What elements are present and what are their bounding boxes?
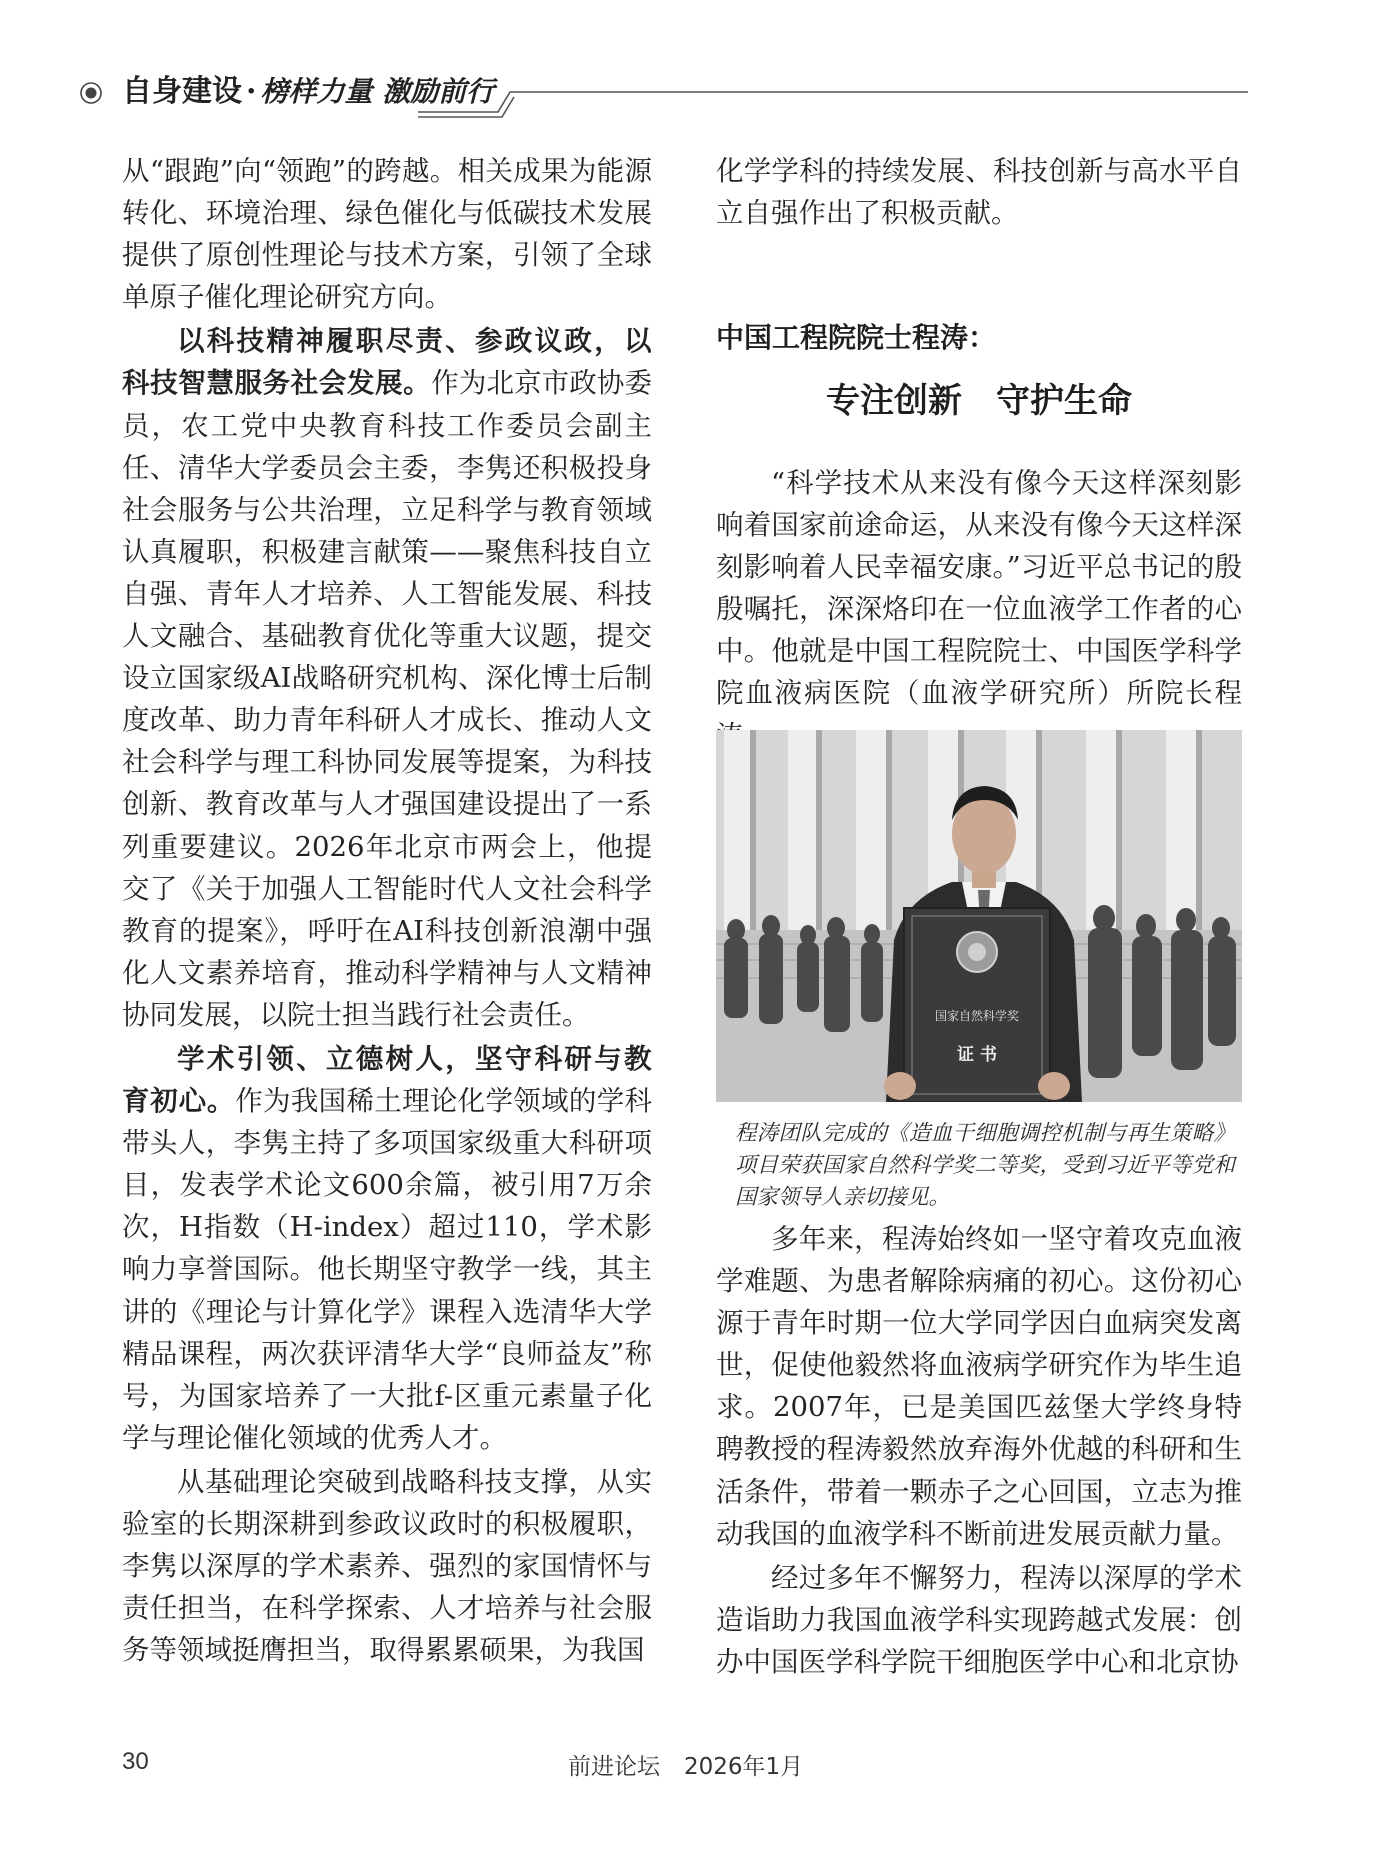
certificate-line2: 证 书 (957, 1045, 997, 1065)
header-section: 自身建设 (122, 74, 242, 109)
article-intro (716, 462, 1242, 757)
header-title (122, 74, 494, 110)
paragraph-lead: 以科技精神履职尽责、参政议政，以科技智慧服务社会发展。 (122, 325, 652, 400)
photo-illustration (716, 730, 1242, 1102)
article-headline: 专注创新 守护生命 (826, 381, 1132, 421)
left-column (122, 150, 652, 1671)
certificate-line1: 国家自然科学奖 (934, 1009, 1020, 1023)
paragraph: “科学技术从来没有像今天这样深刻影响着国家前途命运，从来没有像今天这样深刻影响着人民幸福安康。”习近平总书记的殷殷嘱托，深深烙印在一位血液学工作者的心中。他就是中国工程院院士、中国医学科学院血液病医院（血液学研究所）所院长程 (716, 467, 1242, 710)
header-theme: 榜样力量 激励前行 (260, 75, 495, 108)
page-number: 30 (122, 1748, 149, 1775)
running-header (78, 68, 1248, 118)
paragraph-lead: 学术引领、立德树人，坚守科研与教育初心。 (122, 1042, 652, 1118)
magazine-name: 前进论坛 (568, 1754, 660, 1780)
paragraph: 多年来，程涛始终如一坚守着攻克血液学难题、为患者解除病痛的初心。这份初心源于青年时期一位大学同学因白血病突发离世，促使他毅然将血液病学研究作为毕生追求。2007年，已是美国匹兹堡大学终身特聘教授的程涛毅然放弃海外优越的科研和生活条件，带着一颗赤子之心回国，立志为推动我国的血液学科不断前进发展贡献力量。 (716, 1223, 1242, 1550)
right-column-top (716, 150, 1242, 234)
article-body (716, 1218, 1242, 1683)
header-separator: · (246, 74, 257, 109)
paragraph-body: 作为北京市政协委员，农工党中央教育科技工作委员会副主任、清华大学委员会主委，李隽还积极投身社会服务与公共治理，立足科学与教育领域认真履职，积极建言献策——聚焦科技自立自强、青年人才培养、人工智能发展、科技人文融合、基础教育优化等重大议题，提交设立国家级AI战略研究机构、深化博士后制度改革、助力青年科研人才成长、推动人文社会科学与理工科协同发展等提案，为科技创新、教育改革与人才强国建设提出了一系列重要建议。2026年北京市两会上，他提交了《关于加强人工智能时代人文社会科学教育的提案》，呼吁在AI科技创新浪潮中强化人文素养培育，推动科学精神与人文精神协同发展，以院士担当践行社会责任。 (122, 367, 653, 1031)
award-photo (716, 730, 1242, 1102)
photo-caption: 程涛团队完成的《造血干细胞调控机制与再生策略》项目荣获国家自然科学奖二等奖，受到习近平等党和国家领导人亲切接见。 (735, 1121, 1235, 1210)
paragraph: 化学学科的持续发展、科技创新与高水平自立自强作出了积极贡献。 (716, 155, 1242, 230)
paragraph: 经过多年不懈努力，程涛以深厚的学术造诣助力我国血液学科实现跨越式发展：创办中国医学科学院干细胞医学中心和北京协 (716, 1561, 1242, 1678)
issue-date: 2026年1月 (684, 1754, 804, 1780)
paragraph-body: 作为我国稀土理论化学领域的学科带头人，李隽主持了多项国家级重大科研项目，发表学术论文600余篇，被引用7万余次，H指数（H-index）超过110，学术影响力享誉国际。他长期坚守教学一线，其主讲的《理论与计算化学》课程入选清华大学精品课程，两次获评清华大学“良师益友”称号，为国家培养了一大批f-区重元素量子化学与理论催化领域的优秀人才。 (122, 1085, 653, 1454)
paragraph (122, 320, 652, 1036)
paragraph (122, 1038, 652, 1459)
paragraph: 从“跟跑”向“领跑”的跨越。相关成果为能源转化、环境治理、绿色催化与低碳技术发展提供了原创性理论与技术方案，引领了全球单原子催化理论研究方向。 (122, 155, 652, 314)
footer-masthead (568, 1748, 803, 1781)
target-bullet-icon (80, 82, 102, 104)
article-kicker: 中国工程院院士程涛： (716, 321, 997, 354)
paragraph: 从基础理论突破到战略科技支撑，从实验室的长期深耕到参政议政时的积极履职，李隽以深厚的学术素养、强烈的家国情怀与责任担当，在科学探索、人才培养与社会服务等领域挺膺担当，取得累累硕果，为我国 (122, 1465, 652, 1667)
